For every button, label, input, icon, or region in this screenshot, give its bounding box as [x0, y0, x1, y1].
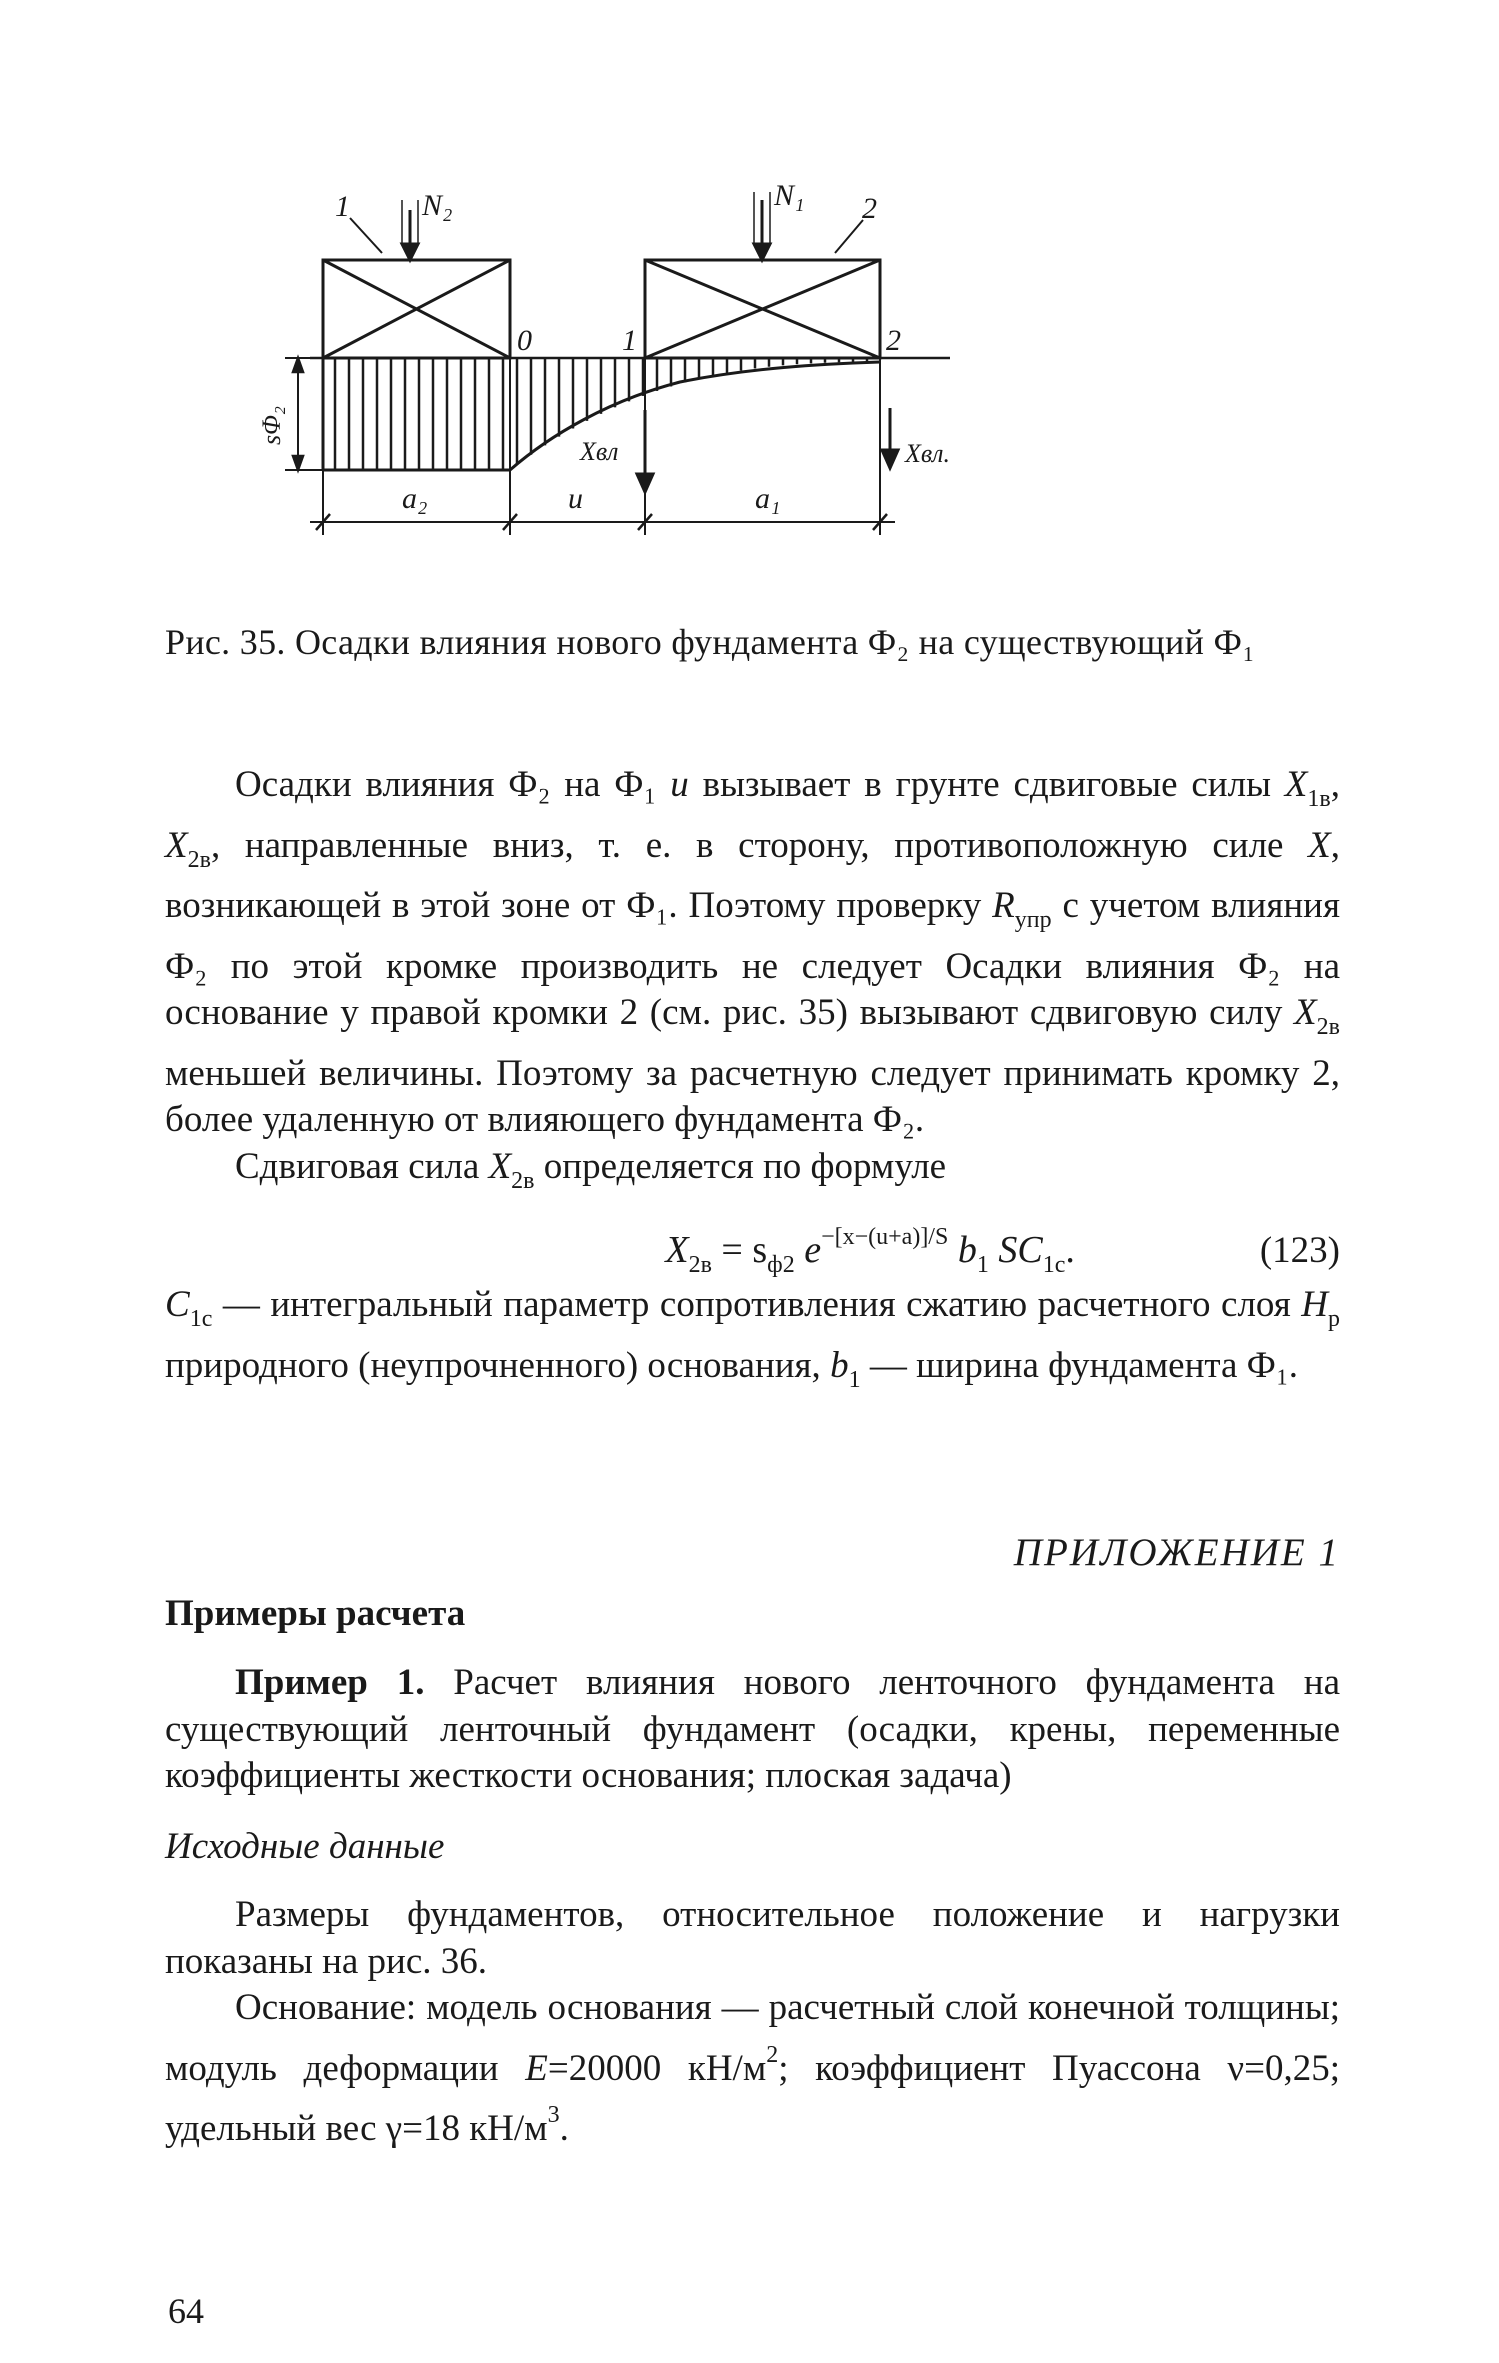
dim-a2-label: a₂ [402, 482, 428, 515]
main-text [165, 762, 1340, 1403]
callout-2-label: 2 [862, 192, 877, 225]
appendix-title: ПРИЛОЖЕНИЕ 1 [1013, 1531, 1340, 1574]
n1-label: N₁ [774, 179, 805, 212]
base-paragraph: Основание: модель основания — расчетный слой конечной толщины; модуль деформации E=20000 $кН/м^2$; коэффициент Пуассона ν=0,25; удельный вес γ=18 $кН/м^3$. [165, 1987, 1340, 2149]
examples-heading: Примеры расчета [165, 1593, 466, 1634]
page-number: 64 [168, 2291, 204, 2331]
dim-a1-label: a₁ [755, 482, 781, 515]
sizes-paragraph: Размеры фундаментов, относительное положение и нагрузки показаны на рис. 36. [165, 1894, 1340, 1982]
s-phi2-label: sΦ₂ [257, 406, 286, 445]
dim-u-label: u [568, 482, 583, 515]
edge-0-label: 0 [517, 324, 532, 357]
edge-2-label: 2 [886, 324, 901, 357]
edge-1-label: 1 [622, 324, 637, 357]
paragraph-definition: $C_{1с}$ — интегральный параметр сопротивления сжатию расчетного слоя $H_р$ природного (неупрочненного) основания, $b_1$ — ширина фундамента Ф₁. [165, 1284, 1340, 1393]
formula-number: (123) [1259, 1230, 1340, 1271]
paragraph-shear-force: Сдвиговая сила $X_{2в}$ определяется по формуле [235, 1145, 947, 1194]
initial-data-heading: Исходные данные [165, 1825, 445, 1867]
figure-caption: Рис. 35. Осадки влияния нового фундамента Ф₂ на существующий Ф₁ [165, 622, 1256, 662]
formula-expression: $X_{2в} = s_{ф2}$ $e^{-[x-(u+a)]/S}$ $b_1$ $SC_{1с}$. [665, 1224, 1075, 1278]
example-section [165, 1660, 1340, 2153]
paragraph-influence: Осадки влияния Ф₂ на Ф₁ и вызывает в грунте сдвиговые силы $X_{1в}$, $X_{2в}$, направленные вниз, т. е. в сторону, противоположную силе X, возникающей в этой зоне от Ф₁. Поэтому проверку $R_{упр}$ с учетом влияния Ф₂ по этой кромке производить не следует Осадки влияния Ф₂ на основание у правой кромки 2 (см. рис. 35) вызывают сдвиговую силу $X_{2в}$ меньшей величины. Поэтому за расчетную следует принимать кромку 2, более удаленную от влияющего фундамента Ф₂. [165, 764, 1340, 1140]
x-vl-right-label: Xвл. [905, 439, 951, 468]
formula-123 [165, 1214, 1340, 1278]
x-vl-mid-label: Xвл [580, 437, 619, 466]
callout-1-label: 1 [335, 190, 350, 223]
example-1-paragraph: Пример 1. Расчет влияния нового ленточного фундамента на существующий ленточный фундамент (осадки, крены, переменные коэффициенты жесткости основания; плоская задача) [165, 1662, 1340, 1796]
n2-label: N₂ [422, 189, 453, 222]
figure-35-diagram [250, 150, 1300, 600]
